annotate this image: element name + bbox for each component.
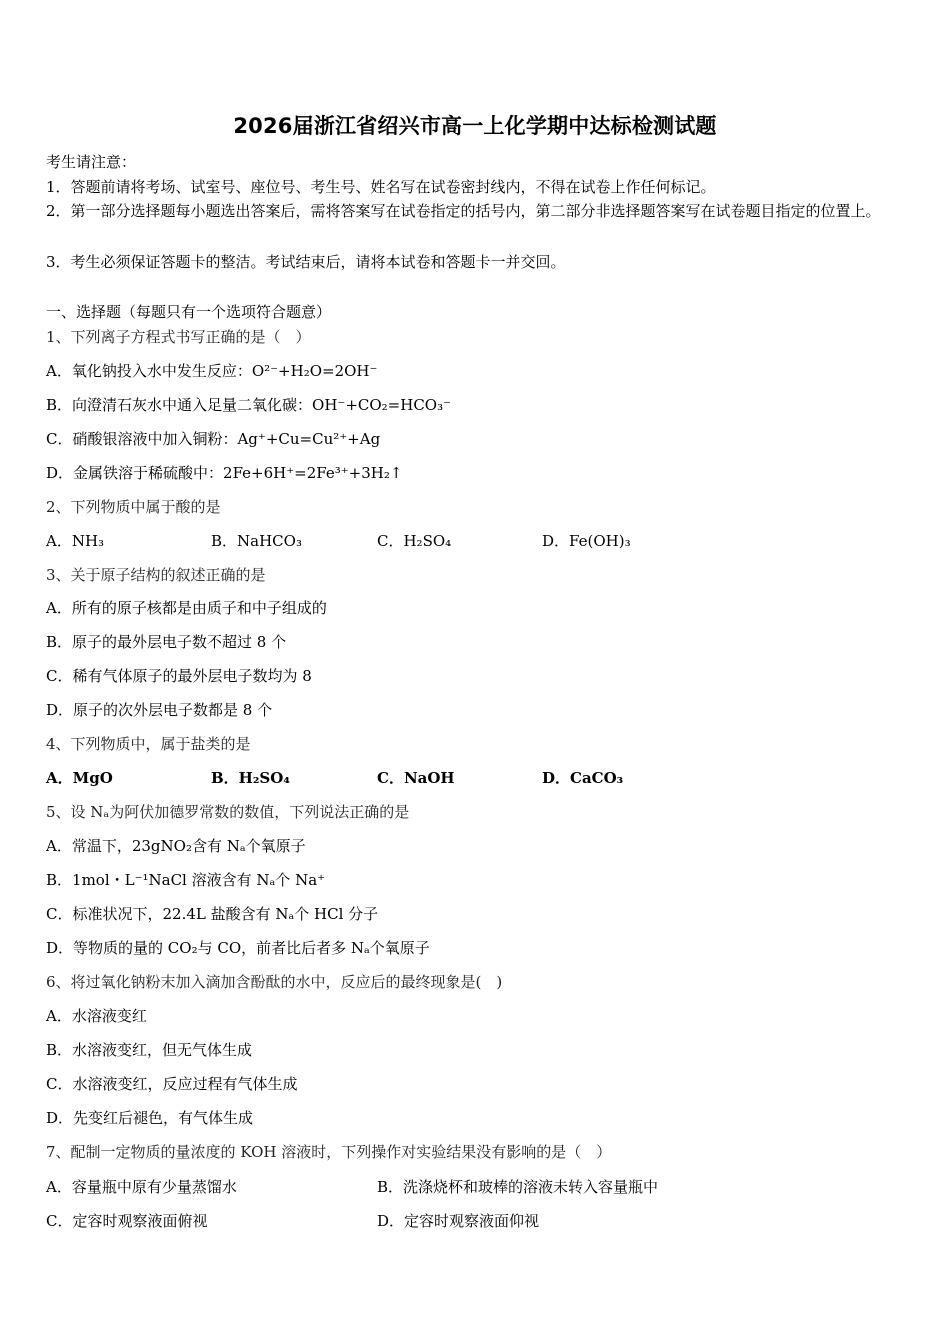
question-2-option-c: C．H₂SO₄	[377, 532, 452, 550]
question-2-option-a: A．NH₃	[46, 532, 105, 550]
question-1-option-a: A．氧化钠投入水中发生反应：O²⁻+H₂O=2OH⁻	[46, 362, 378, 380]
question-1-option-d: D．金属铁溶于稀硫酸中：2Fe+6H⁺=2Fe³⁺+3H₂↑	[46, 464, 403, 482]
question-3-option-c: C．稀有气体原子的最外层电子数均为 8	[46, 667, 312, 685]
question-7-option-a: A．容量瓶中原有少量蒸馏水	[46, 1178, 237, 1196]
question-2-option-b: B．NaHCO₃	[211, 532, 302, 550]
question-6-option-d: D．先变红后褪色，有气体生成	[46, 1109, 254, 1127]
question-7-option-b: B．洗涤烧杯和玻棒的溶液未转入容量瓶中	[377, 1178, 659, 1196]
question-7-option-c: C．定容时观察液面俯视	[46, 1212, 208, 1230]
question-4-option-d: D．CaCO₃	[542, 769, 624, 787]
question-1-stem: 1、下列离子方程式书写正确的是（ ）	[46, 328, 311, 346]
question-3-option-a: A．所有的原子核都是由质子和中子组成的	[46, 599, 327, 617]
question-4-option-c: C．NaOH	[377, 769, 455, 787]
question-6-option-c: C．水溶液变红，反应过程有气体生成	[46, 1075, 298, 1093]
question-6-stem: 6、将过氧化钠粉末加入滴加含酚酞的水中，反应后的最终现象是( )	[46, 973, 503, 991]
notice-heading: 考生请注意：	[46, 153, 137, 171]
question-4-stem: 4、下列物质中，属于盐类的是	[46, 735, 251, 753]
question-3-stem: 3、关于原子结构的叙述正确的是	[46, 566, 266, 584]
question-1-option-c: C．硝酸银溶液中加入铜粉：Ag⁺+Cu=Cu²⁺+Ag	[46, 430, 381, 448]
question-4-option-b: B．H₂SO₄	[211, 769, 290, 787]
question-2-option-d: D．Fe(OH)₃	[542, 532, 631, 550]
question-4-option-a: A．MgO	[46, 769, 113, 787]
question-6-option-b: B．水溶液变红，但无气体生成	[46, 1041, 253, 1059]
question-1-option-b: B．向澄清石灰水中通入足量二氧化碳：OH⁻+CO₂=HCO₃⁻	[46, 396, 452, 414]
notice-item-3: 3．考生必须保证答题卡的整洁。考试结束后，请将本试卷和答题卡一并交回。	[46, 253, 566, 271]
question-5-stem: 5、设 Nₐ为阿伏加德罗常数的数值，下列说法正确的是	[46, 803, 410, 821]
notice-item-1: 1．答题前请将考场、试室号、座位号、考生号、姓名写在试卷密封线内，不得在试卷上作任何标记。	[46, 178, 716, 196]
question-7-stem: 7、配制一定物质的量浓度的 KOH 溶液时，下列操作对实验结果没有影响的是（ ）	[46, 1143, 612, 1161]
question-3-option-d: D．原子的次外层电子数都是 8 个	[46, 701, 273, 719]
question-2-stem: 2、下列物质中属于酸的是	[46, 498, 221, 516]
question-5-option-d: D．等物质的量的 CO₂与 CO，前者比后者多 Nₐ个氧原子	[46, 939, 430, 957]
question-3-option-b: B．原子的最外层电子数不超过 8 个	[46, 633, 287, 651]
question-5-option-a: A．常温下，23gNO₂含有 Nₐ个氧原子	[46, 837, 306, 855]
question-6-option-a: A．水溶液变红	[46, 1007, 147, 1025]
page-title: 2026届浙江省绍兴市高一上化学期中达标检测试题	[233, 114, 717, 138]
question-5-option-c: C．标准状况下，22.4L 盐酸含有 Nₐ个 HCl 分子	[46, 905, 379, 923]
question-7-option-d: D．定容时观察液面仰视	[377, 1212, 540, 1230]
question-5-option-b: B．1mol・L⁻¹NaCl 溶液含有 Nₐ个 Na⁺	[46, 871, 326, 889]
section-heading: 一、选择题（每题只有一个选项符合题意）	[46, 303, 332, 321]
notice-item-2: 2．第一部分选择题每小题选出答案后，需将答案写在试卷指定的括号内，第二部分非选择题答案写在试卷题目指定的位置上。	[46, 202, 881, 220]
